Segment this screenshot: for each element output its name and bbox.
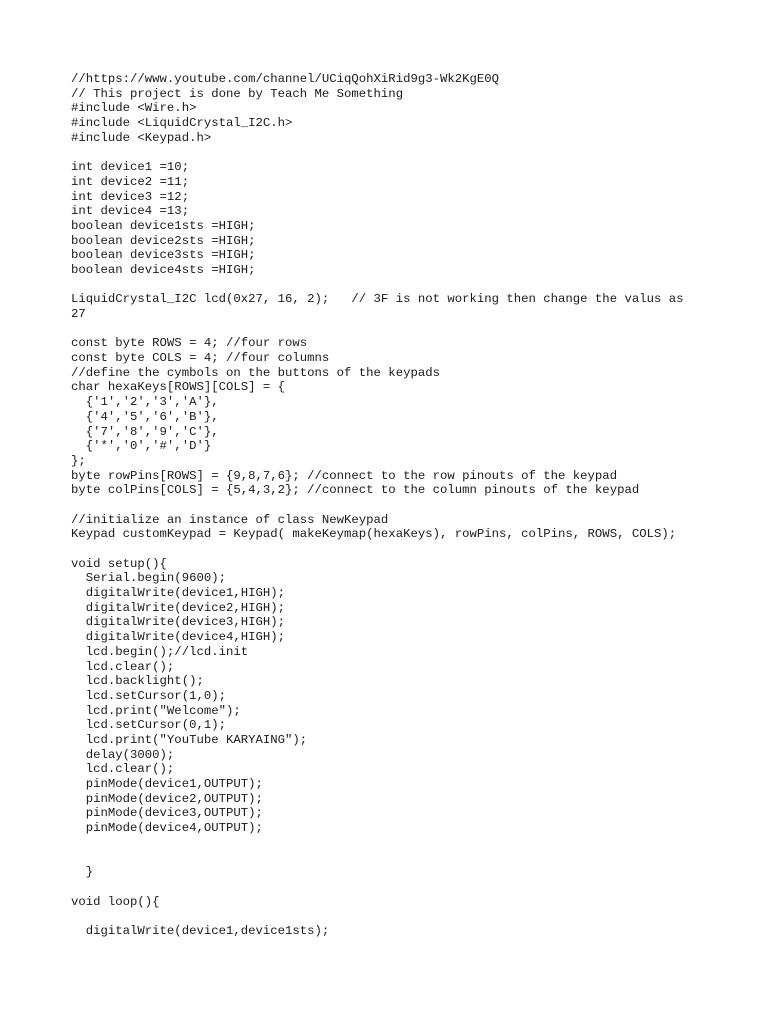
blank-line: [71, 542, 751, 557]
code-line: };: [71, 453, 86, 468]
code-listing: [71, 72, 751, 939]
blank-line: [71, 498, 751, 513]
code-line: byte rowPins[ROWS] = {9,8,7,6}; //connect to the row pinouts of the keypad: [71, 468, 618, 483]
code-line: char hexaKeys[ROWS][COLS] = {: [71, 380, 286, 395]
code-line: //define the cymbols on the buttons of the keypads: [71, 365, 440, 380]
code-line: LiquidCrystal_I2C lcd(0x27, 16, 2); // 3F is not working then change the valus as: [71, 292, 684, 307]
code-line: Serial.begin(9600);: [71, 571, 226, 586]
code-line: digitalWrite(device1,device1sts);: [71, 923, 330, 938]
code-line: {'*','0','#','D'}: [71, 439, 212, 454]
code-line: const byte ROWS = 4; //four rows: [71, 336, 308, 351]
code-line: int device3 =12;: [71, 189, 190, 204]
code-line: lcd.print("Welcome");: [71, 703, 241, 718]
code-line: lcd.backlight();: [71, 674, 204, 689]
blank-line: [71, 322, 751, 337]
code-line: digitalWrite(device3,HIGH);: [71, 615, 286, 630]
code-line: digitalWrite(device1,HIGH);: [71, 586, 286, 601]
code-line: lcd.print("YouTube KARYAING");: [71, 732, 308, 747]
code-line: {'4','5','6','B'},: [71, 409, 219, 424]
code-line: boolean device2sts =HIGH;: [71, 233, 256, 248]
code-line: digitalWrite(device4,HIGH);: [71, 630, 286, 645]
code-line: lcd.clear();: [71, 659, 175, 674]
code-line: lcd.setCursor(0,1);: [71, 718, 226, 733]
blank-line: [71, 850, 751, 865]
code-line: //https://www.youtube.com/channel/UCiqQohXiRid9g3-Wk2KgE0Q: [71, 72, 500, 86]
code-line: pinMode(device4,OUTPUT);: [71, 821, 263, 836]
code-line: int device4 =13;: [71, 204, 190, 219]
code-line: boolean device4sts =HIGH;: [71, 262, 256, 277]
code-line: pinMode(device3,OUTPUT);: [71, 806, 263, 821]
code-line: void loop(){: [71, 894, 160, 909]
code-line: delay(3000);: [71, 747, 175, 762]
blank-line: [71, 278, 751, 293]
code-line: lcd.clear();: [71, 762, 175, 777]
code-line: int device2 =11;: [71, 174, 190, 189]
code-line: digitalWrite(device2,HIGH);: [71, 600, 286, 615]
code-line: #include <LiquidCrystal_I2C.h>: [71, 116, 293, 131]
code-line: Keypad customKeypad = Keypad( makeKeymap(hexaKeys), rowPins, colPins, ROWS, COLS);: [71, 527, 677, 542]
code-line: {'7','8','9','C'},: [71, 424, 219, 439]
code-line: byte colPins[COLS] = {5,4,3,2}; //connect to the column pinouts of the keypad: [71, 483, 640, 498]
code-line: boolean device1sts =HIGH;: [71, 218, 256, 233]
code-line: //initialize an instance of class NewKeypad: [71, 512, 389, 527]
code-line: // This project is done by Teach Me Something: [71, 86, 404, 101]
blank-line: [71, 836, 751, 851]
code-line: lcd.setCursor(1,0);: [71, 688, 226, 703]
blank-line: [71, 145, 751, 160]
code-line: const byte COLS = 4; //four columns: [71, 351, 330, 366]
code-line: #include <Keypad.h>: [71, 130, 212, 145]
code-line: boolean device3sts =HIGH;: [71, 248, 256, 263]
code-line: 27: [71, 307, 86, 321]
blank-line: [71, 909, 751, 924]
code-line: void setup(){: [71, 556, 167, 571]
code-line: int device1 =10;: [71, 160, 190, 175]
code-line: pinMode(device1,OUTPUT);: [71, 777, 263, 791]
code-line: lcd.begin();//lcd.init: [71, 644, 249, 659]
code-line: #include <Wire.h>: [71, 101, 197, 116]
blank-line: [71, 880, 751, 895]
code-line: pinMode(device2,OUTPUT);: [71, 791, 263, 806]
code-line: }: [71, 865, 94, 880]
code-line: {'1','2','3','A'},: [71, 395, 219, 410]
